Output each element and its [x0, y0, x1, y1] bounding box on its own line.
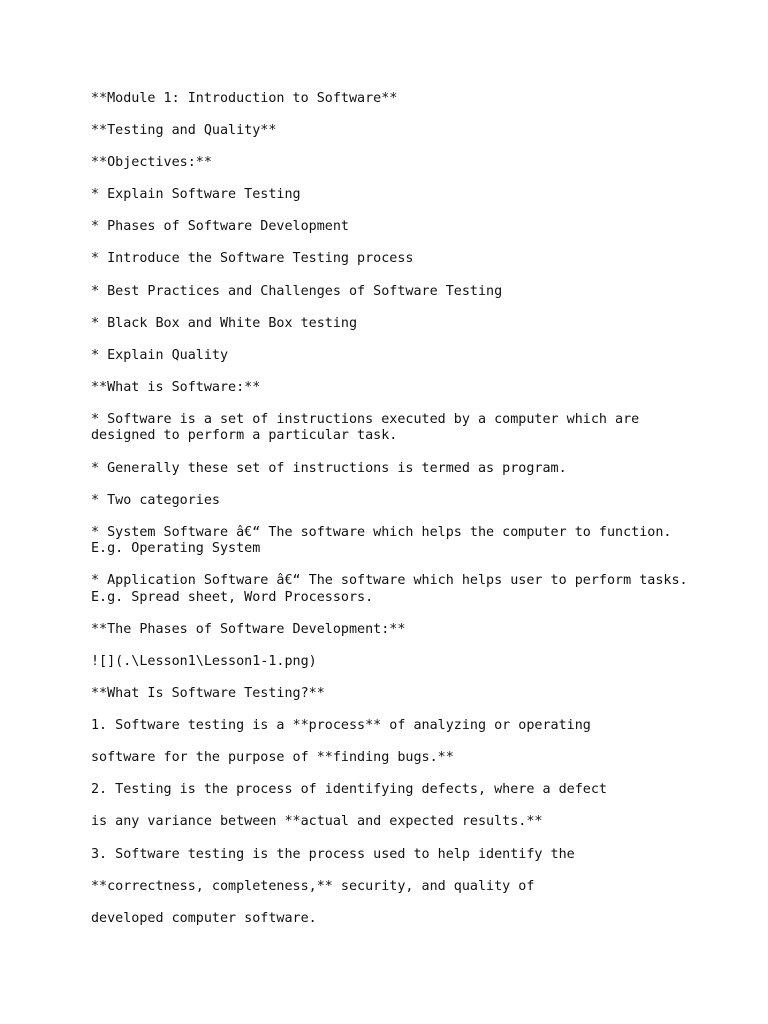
body-line: software for the purpose of **finding bugs.** — [91, 750, 454, 766]
body-line: 1. Software testing is a **process** of analyzing or operating — [91, 718, 591, 734]
section-heading: **What is Software:** — [91, 379, 261, 395]
image-reference: ![](.\Lesson1\Lesson1-1.png) — [91, 654, 317, 669]
objectives-heading: **Objectives:** — [91, 155, 212, 171]
body-line: developed computer software. — [91, 910, 317, 926]
module-heading-continued: **Testing and Quality** — [91, 123, 277, 139]
bullet-paragraph: * Application Software â€“ The software which helps user to perform tasks. E.g. Spread sheet, Word Processors. — [91, 573, 696, 605]
section-heading: **The Phases of Software Development:** — [91, 621, 406, 637]
objective-item: * Explain Software Testing — [91, 187, 301, 203]
objective-item: * Best Practices and Challenges of Software Testing — [91, 283, 503, 299]
module-heading: **Module 1: Introduction to Software** — [91, 91, 398, 106]
objective-item: * Phases of Software Development — [91, 219, 349, 235]
body-line: 3. Software testing is the process used to help identify the — [91, 846, 575, 862]
objective-item: * Introduce the Software Testing process — [91, 251, 414, 267]
document-page — [91, 91, 711, 943]
bullet-paragraph: * Software is a set of instructions executed by a computer which are designed to perform a particular task. — [91, 411, 648, 444]
section-heading: **What Is Software Testing?** — [91, 686, 325, 702]
body-line: **correctness, completeness,** security, and quality of — [91, 878, 535, 894]
bullet-paragraph: * Two categories — [91, 492, 220, 508]
objective-item: * Black Box and White Box testing — [91, 315, 358, 331]
body-line: 2. Testing is the process of identifying defects, where a defect — [91, 782, 607, 798]
objective-item: * Explain Quality — [91, 347, 229, 363]
bullet-paragraph: * Generally these set of instructions is termed as program. — [91, 460, 567, 476]
body-line: is any variance between **actual and expected results.** — [91, 814, 543, 830]
bullet-paragraph: * System Software â€“ The software which helps the computer to function. E.g. Operating System — [91, 524, 680, 557]
